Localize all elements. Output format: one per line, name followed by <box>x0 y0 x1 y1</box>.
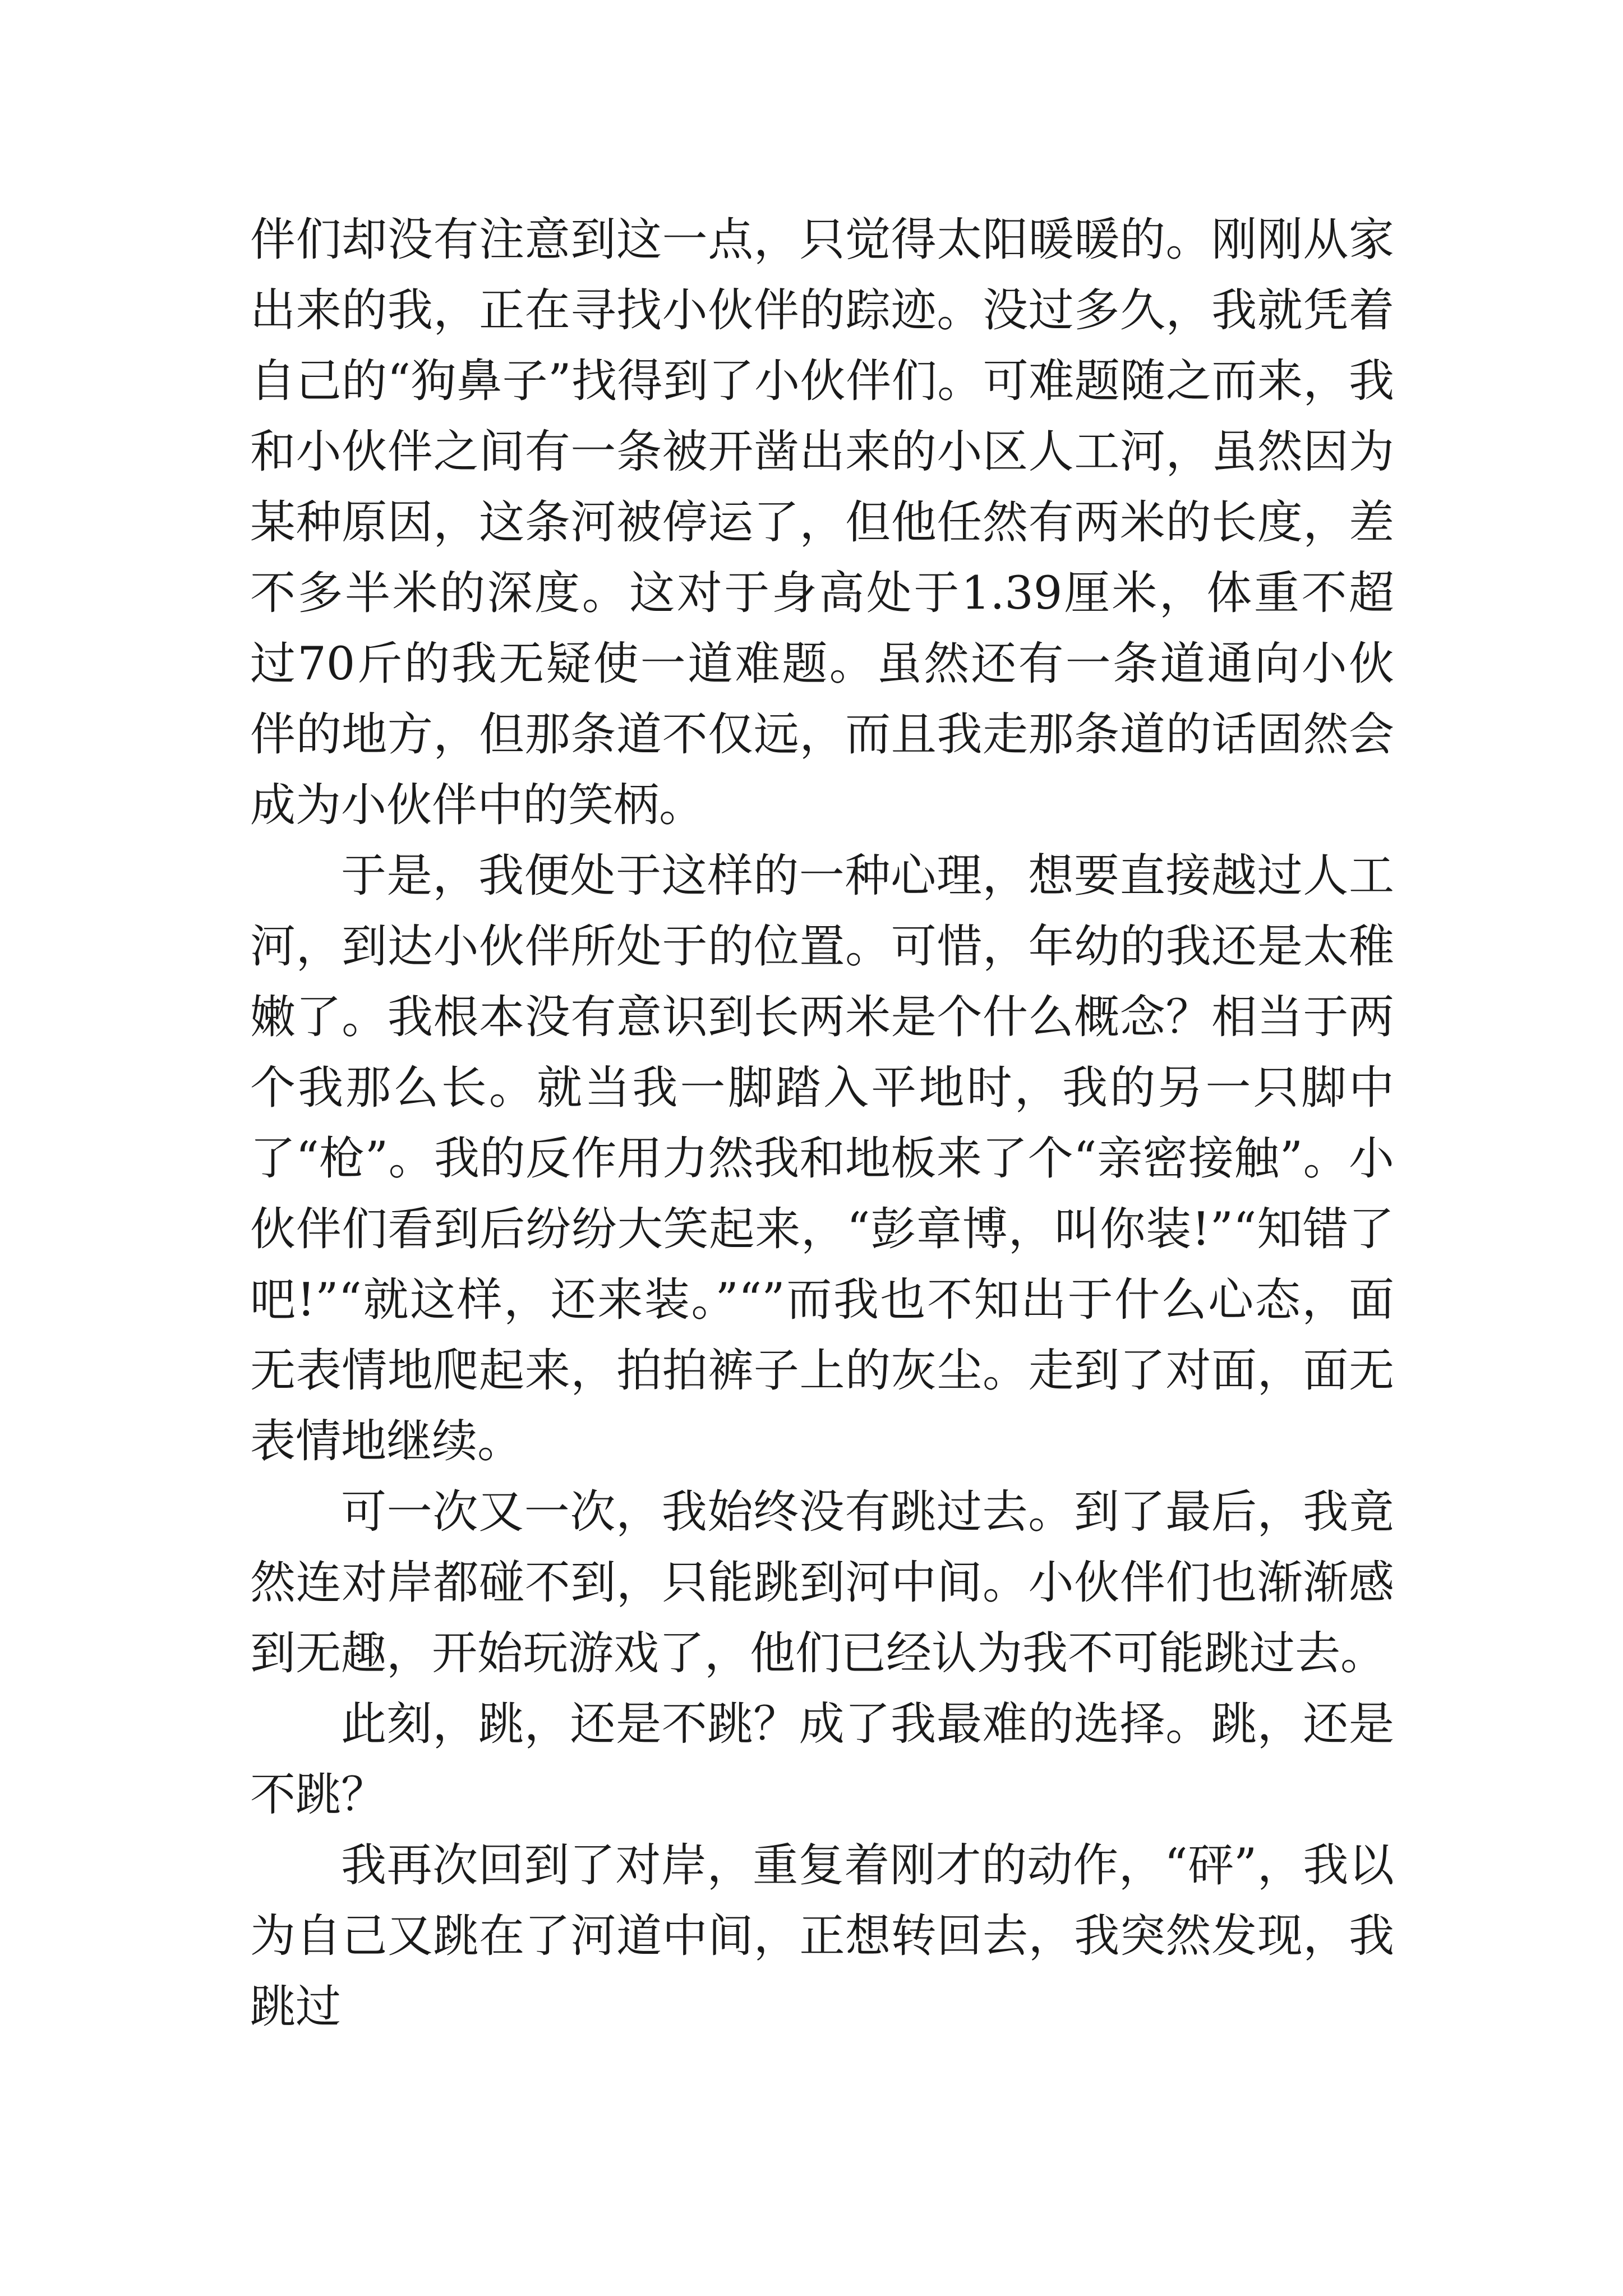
body-text <box>250 205 1394 2042</box>
paragraph-4: 此刻，跳，还是不跳？成了我最难的选择。跳，还是不跳？ <box>250 1698 1394 1821</box>
paragraph-3: 可一次又一次，我始终没有跳过去。到了最后，我竟然连对岸都碰不到，只能跳到河中间。小伙伴们也渐渐感到无趣，开始玩游戏了，他们已经认为我不可能跳过去。 <box>250 1486 1394 1680</box>
paragraph-5: 我再次回到了对岸，重复着刚才的动作，“砰”，我以为自己又跳在了河道中间，正想转回去，我突然发现，我跳过 <box>250 1839 1394 2033</box>
paragraph-2: 于是，我便处于这样的一种心理，想要直接越过人工河，到达小伙伴所处于的位置。可惜，年幼的我还是太稚嫩了。我根本没有意识到长两米是个什么概念？相当于两个我那么长。就当我一脚踏入平地时，我的另一只脚中了“枪”。我的反作用力然我和地板来了个“亲密接触”。小伙伴们看到后纷纷大笑起来，“彭章博，叫你装!”“知错了吧!”“就这样，还来装。”“”而我也不知出于什么心态，面无表情地爬起来，拍拍裤子上的灰尘。走到了对面，面无表情地继续。 <box>250 850 1395 1468</box>
paragraph-1: 伴们却没有注意到这一点，只觉得太阳暖暖的。刚刚从家出来的我，正在寻找小伙伴的踪迹。没过多久，我就凭着自己的“狗鼻子”找得到了小伙伴们。可难题随之而来，我和小伙伴之间有一条被开凿出来的小区人工河，虽然因为某种原因，这条河被停运了，但他任然有两米的长度，差不多半米的深度。这对于身高处于1.39厘米，体重不超过70斤的我无疑使一道难题。虽然还有一条道通向小伙伴的地方，但那条道不仅远，而且我走那条道的话固然会成为小伙伴中的笑柄。 <box>250 214 1394 832</box>
